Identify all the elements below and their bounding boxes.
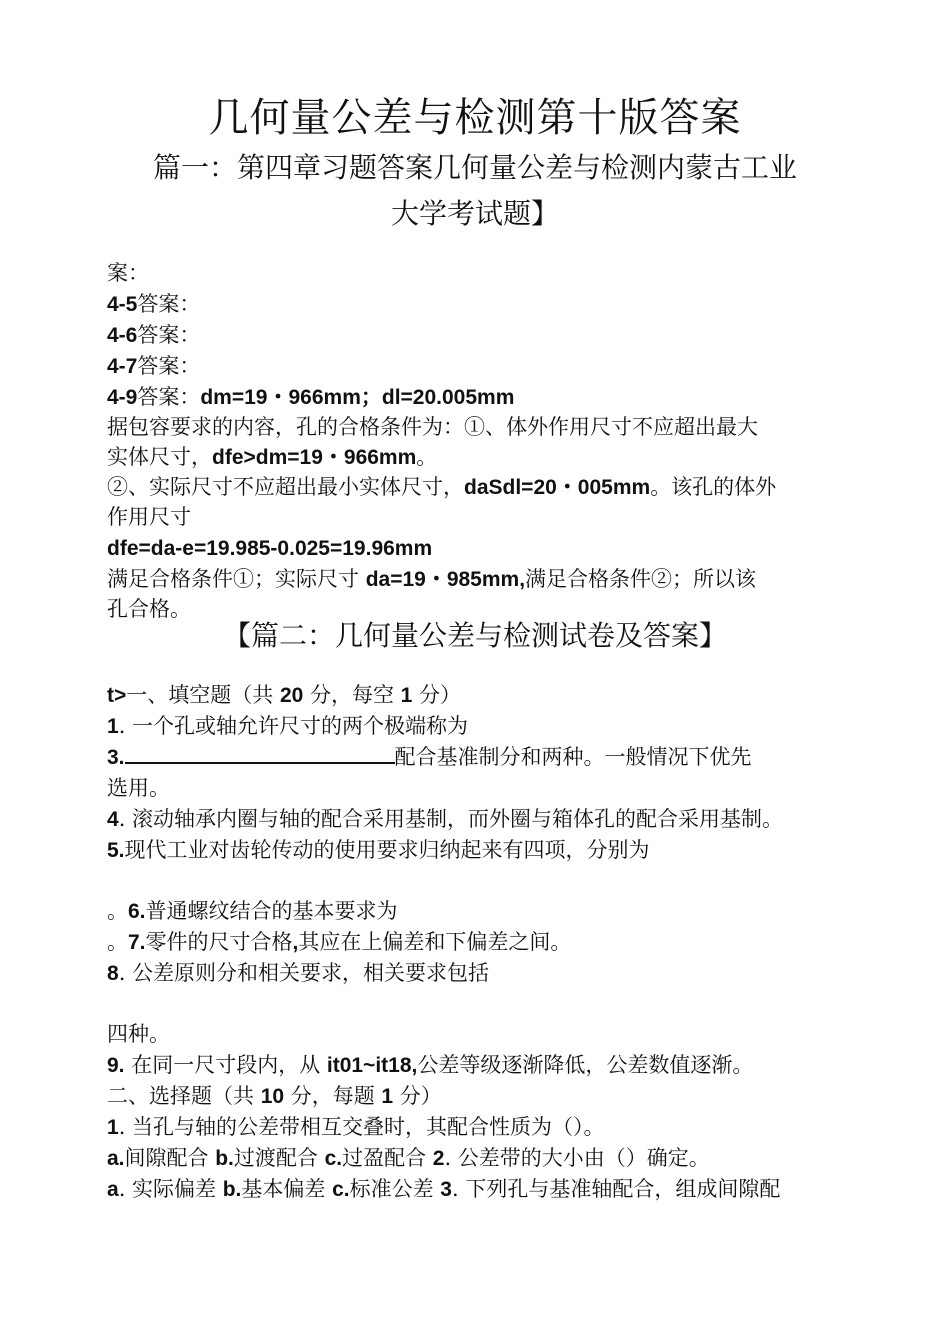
question-number: 1 [107, 715, 119, 738]
text: 四种。 [107, 1022, 170, 1046]
number: 10 [260, 1085, 285, 1108]
question-7 [107, 927, 571, 958]
question-number: 4-5 [107, 293, 138, 316]
question-number: 4-9 [107, 386, 138, 409]
formula: da=19・985mm, [365, 568, 526, 591]
text: 案： [107, 261, 149, 285]
answer-line-4-9 [107, 382, 514, 413]
text: 分，每题 [284, 1084, 382, 1108]
question-1 [107, 711, 468, 742]
text: ②、实际尺寸不应超出最小实体尺寸， [107, 475, 464, 499]
answer-line-4-7 [107, 351, 200, 382]
text: 。该孔的体外 [650, 475, 777, 499]
text: 间隙配合 [124, 1146, 216, 1170]
question-number: 9. [107, 1054, 125, 1077]
exam-part-heading [107, 680, 461, 711]
question-4 [107, 804, 783, 835]
text: 满足合格条件②；所以该 [525, 567, 757, 591]
text: 过渡配合 [233, 1146, 325, 1170]
answer-blank [125, 742, 395, 764]
text: 分，每空 [303, 683, 401, 707]
option-letter: b. [215, 1147, 234, 1170]
option-letter: b. [222, 1178, 242, 1201]
text: 。 [107, 899, 128, 923]
text: 标准公差 [349, 1177, 441, 1201]
question-number: 5. [107, 839, 125, 862]
text: 现代工业对齿轮传动的使用要求归纳起来有四项，分别为 [124, 838, 650, 862]
answer-line-4-5 [107, 289, 200, 320]
text: 满足合格条件①；实际尺寸 [107, 567, 366, 591]
text: 答案： [137, 385, 201, 409]
text-line [107, 564, 756, 595]
text: 基本偏差 [241, 1177, 333, 1201]
formula: daSdl=20・005mm [464, 476, 651, 499]
text: . 公差原则分和相关要求，相关要求包括 [118, 961, 490, 985]
text-line [107, 502, 191, 532]
option-letter: c. [324, 1147, 343, 1170]
formula-line [107, 533, 432, 564]
text-line [107, 258, 149, 288]
text: 在同一尺寸段内，从 [124, 1053, 327, 1077]
text-line [107, 773, 170, 803]
number: 1 [381, 1085, 394, 1108]
question-6 [107, 896, 398, 927]
text: . 滚动轴承内圈与轴的配合采用基制，而外圈与箱体孔的配合采用基制。 [118, 807, 784, 831]
text: 。 [107, 930, 128, 954]
question-number: 2 [432, 1147, 445, 1170]
question-number: 3. [107, 746, 125, 769]
document-title: 几何量公差与检测第十版答案 [208, 95, 742, 141]
section1-title-line2: 大学考试题】 [390, 197, 559, 230]
formula: dfe>dm=19・966mm [212, 446, 417, 469]
option-letter: a [107, 1178, 119, 1201]
question-number: 4-7 [107, 355, 138, 378]
text: 分） [393, 1084, 442, 1108]
text: t> [107, 684, 127, 707]
text-line [107, 472, 776, 503]
text-line [107, 442, 437, 473]
question-number: 7. [128, 931, 146, 954]
text: 零件的尺寸合格 [145, 930, 293, 954]
text: 答案： [137, 323, 201, 347]
text: 答案： [137, 292, 201, 316]
text: . 实际偏差 [118, 1177, 223, 1201]
section1-title-line1: 篇一：第四章习题答案几何量公差与检测内蒙古工业 [152, 151, 797, 184]
question-number: 6. [128, 900, 146, 923]
question-number: 3 [440, 1178, 452, 1201]
text: 作用尺寸 [107, 505, 191, 529]
question-3 [107, 742, 752, 773]
exam-part-heading [107, 1081, 442, 1112]
choice-question-1 [107, 1112, 605, 1143]
number: 1 [400, 684, 413, 707]
formula: dfe=da-e=19.985-0.025=19.96mm [107, 537, 433, 560]
text: 公差等级逐渐降低，公差数值逐渐。 [417, 1053, 754, 1077]
text: . 当孔与轴的公差带相互交叠时，其配合性质为（）。 [118, 1115, 605, 1139]
text: 选用。 [107, 776, 170, 800]
answer-line-4-6 [107, 320, 200, 351]
question-number: 4 [107, 808, 119, 831]
text: 答案： [137, 354, 201, 378]
formula: dm=19・966mm；dl=20.005mm [200, 386, 515, 409]
question-number: 8 [107, 962, 119, 985]
choice-options-line [107, 1174, 780, 1205]
text: 一、填空题（共 [126, 683, 280, 707]
question-9 [107, 1050, 753, 1081]
text: 普通螺纹结合的基本要求为 [145, 899, 398, 923]
text: 其应在上偏差和下偏差之间。 [298, 930, 572, 954]
formula: it01~it18, [326, 1054, 418, 1077]
question-number: 1 [107, 1116, 119, 1139]
choice-options-line [107, 1143, 710, 1174]
text: 配合基准制分和两种。一般情况下优先 [394, 745, 752, 769]
text: 。 [416, 445, 438, 469]
text: , [292, 931, 299, 954]
option-letter: c. [332, 1178, 350, 1201]
text: . 一个孔或轴允许尺寸的两个极端称为 [118, 714, 469, 738]
question-5 [107, 835, 650, 866]
text-line [107, 412, 758, 442]
text-line [107, 1019, 170, 1049]
question-8 [107, 958, 489, 989]
section2-title: 【篇二：几何量公差与检测试卷及答案】 [222, 619, 727, 652]
text: 实体尺寸， [107, 445, 212, 469]
text: 二、选择题（共 [107, 1084, 261, 1108]
question-number: 4-6 [107, 324, 138, 347]
number: 20 [279, 684, 304, 707]
text: 过盈配合 [342, 1146, 433, 1170]
text: 据包容要求的内容，孔的合格条件为：①、体外作用尺寸不应超出最大 [107, 415, 758, 439]
option-letter: a. [107, 1147, 125, 1170]
text: 孔合格。 [107, 597, 191, 621]
text: . 公差带的大小由（）确定。 [444, 1146, 710, 1170]
text: . 下列孔与基准轴配合，组成间隙配 [451, 1177, 781, 1201]
text: 分） [412, 683, 462, 707]
